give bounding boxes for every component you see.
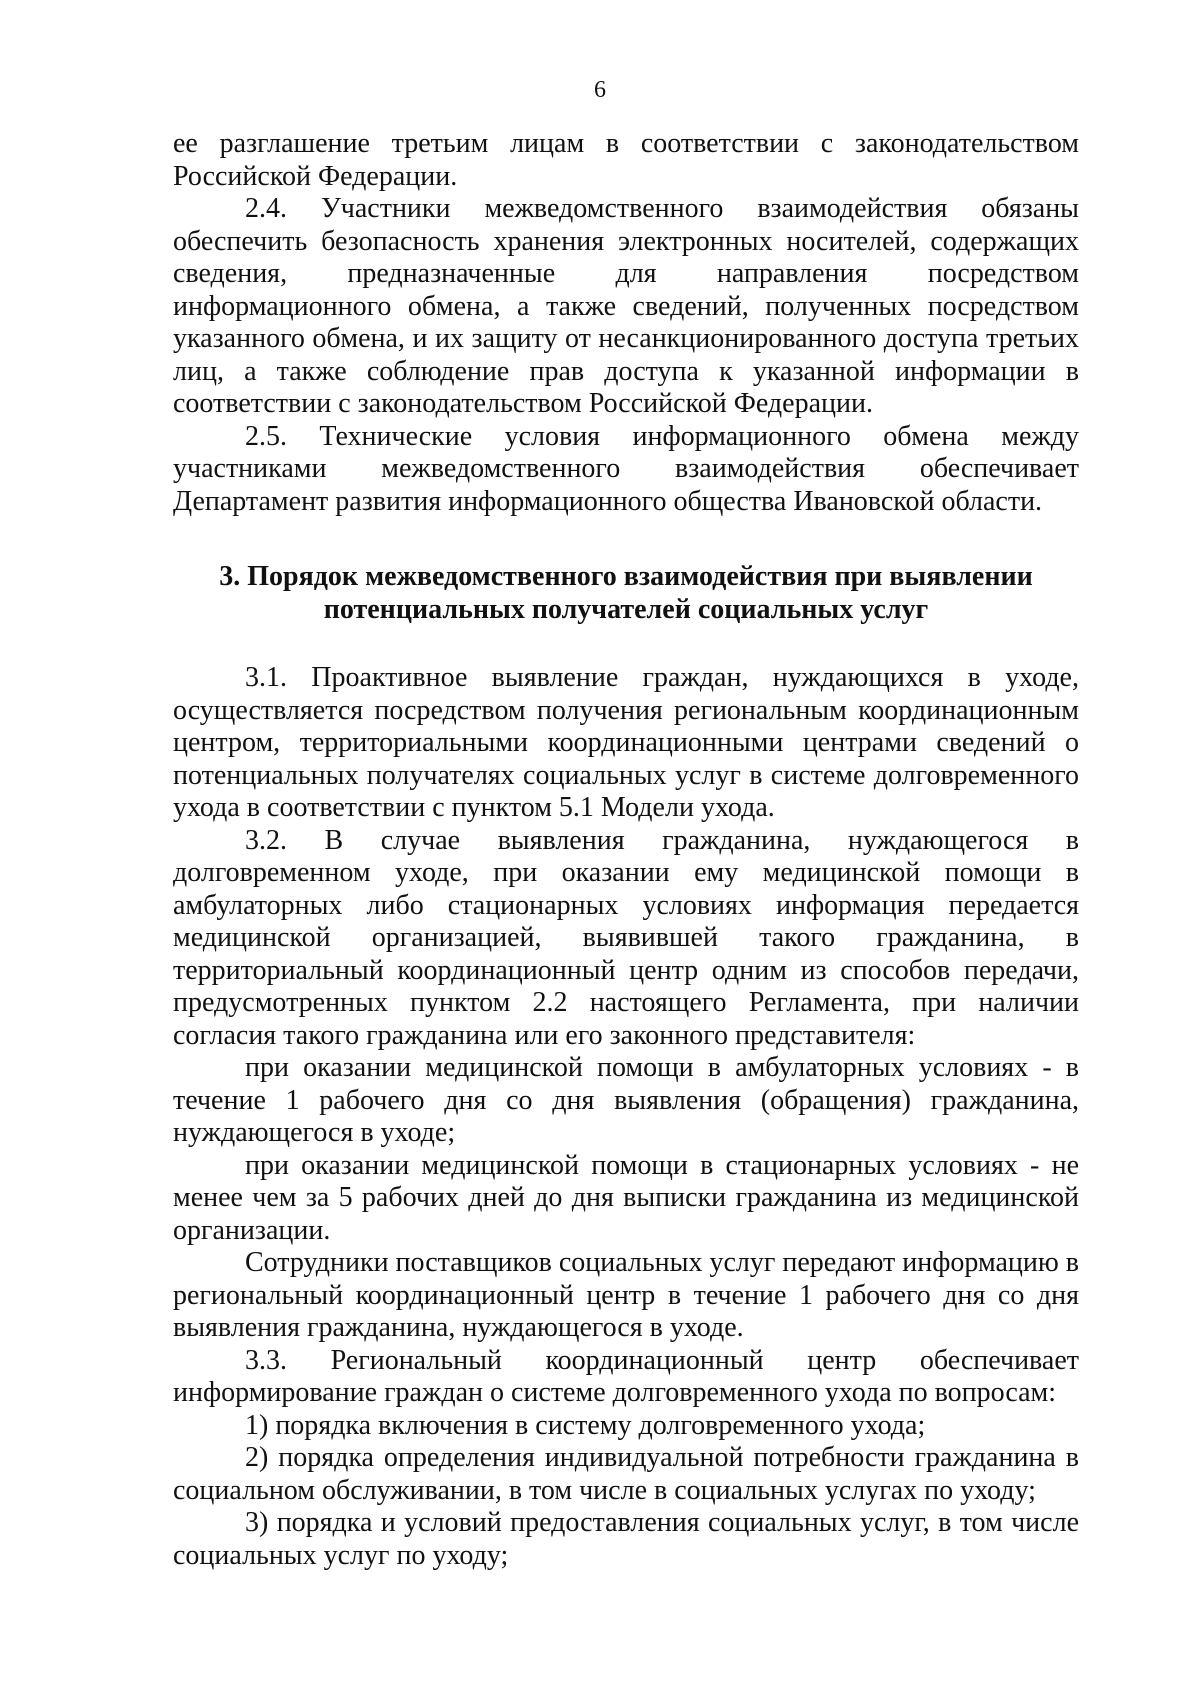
paragraph-continuation: ее разглашение третьим лицам в соответствии с законодательством Российской Федерации. xyxy=(173,128,1079,192)
list-item-1: 1) порядка включения в систему долговременного ухода; xyxy=(245,1409,926,1441)
section-3-heading xyxy=(173,560,1079,626)
page-number: 6 xyxy=(594,77,606,103)
paragraph-social-providers: Сотрудники поставщиков социальных услуг передают информацию в региональный координационный центр в течение 1 рабочего дня со дня выявления гражданина, нуждающегося в уходе. xyxy=(173,1247,1080,1343)
section-3-heading-line-1: 3. Порядок межведомственного взаимодействия при выявлении xyxy=(219,561,1033,592)
paragraph-2-4: 2.4. Участники межведомственного взаимодействия обязаны обеспечить безопасность хранения электронных носителей, содержащих сведения, предназначенные для направления посредством информационного обмена, а также сведений, полученных посредством указанного обмена, и их защиту от несанкционированного доступа третьих лиц, а также соблюдение прав доступа к указанной информации в соответствии с законодательством Российской Федерации. xyxy=(173,193,1079,419)
list-item-3: 3) порядка и условий предоставления социальных услуг, в том числе социальных услуг по уходу; xyxy=(173,1507,1079,1571)
paragraph-3-3: 3.3. Региональный координационный центр обеспечивает информирование граждан о системе долговременного ухода по вопросам: xyxy=(173,1344,1079,1408)
list-item-2: 2) порядка определения индивидуальной потребности гражданина в социальном обслуживании, в том числе в социальных услугах по уходу; xyxy=(173,1442,1079,1506)
paragraph-3-1: 3.1. Проактивное выявление граждан, нуждающихся в уходе, осуществляется посредством получения региональным координационным центром, территориальными координационными центрами сведений о потенциальных получателях социальных услуг в системе долговременного ухода в соответствии с пунктом 5.1 Модели ухода. xyxy=(173,662,1079,823)
paragraph-2-5: 2.5. Технические условия информационного обмена между участниками межведомственного взаимодействия обеспечивает Департамент развития информационного общества Ивановской области. xyxy=(173,420,1079,517)
section-3-heading-line-2: потенциальных получателей социальных услуг xyxy=(323,594,929,625)
document-body xyxy=(173,128,1079,1572)
paragraph-3-2: 3.2. В случае выявления гражданина, нуждающегося в долговременном уходе, при оказании ему медицинской помощи в амбулаторных либо стационарных условиях информация передается медицинской организацией, выявившей такого гражданина, в территориальный координационный центр одним из способов передачи, предусмотренных пунктом 2.2 настоящего Регламента, при наличии согласия такого гражданина или его законного представителя: xyxy=(173,824,1079,1051)
paragraph-ambulatory: при оказании медицинской помощи в амбулаторных условиях - в течение 1 рабочего дня со дня выявления (обращения) гражданина, нуждающегося в уходе; xyxy=(173,1052,1079,1148)
paragraph-stationary: при оказании медицинской помощи в стационарных условиях - не менее чем за 5 рабочих дней до дня выписки гражданина из медицинской организации. xyxy=(173,1149,1079,1246)
